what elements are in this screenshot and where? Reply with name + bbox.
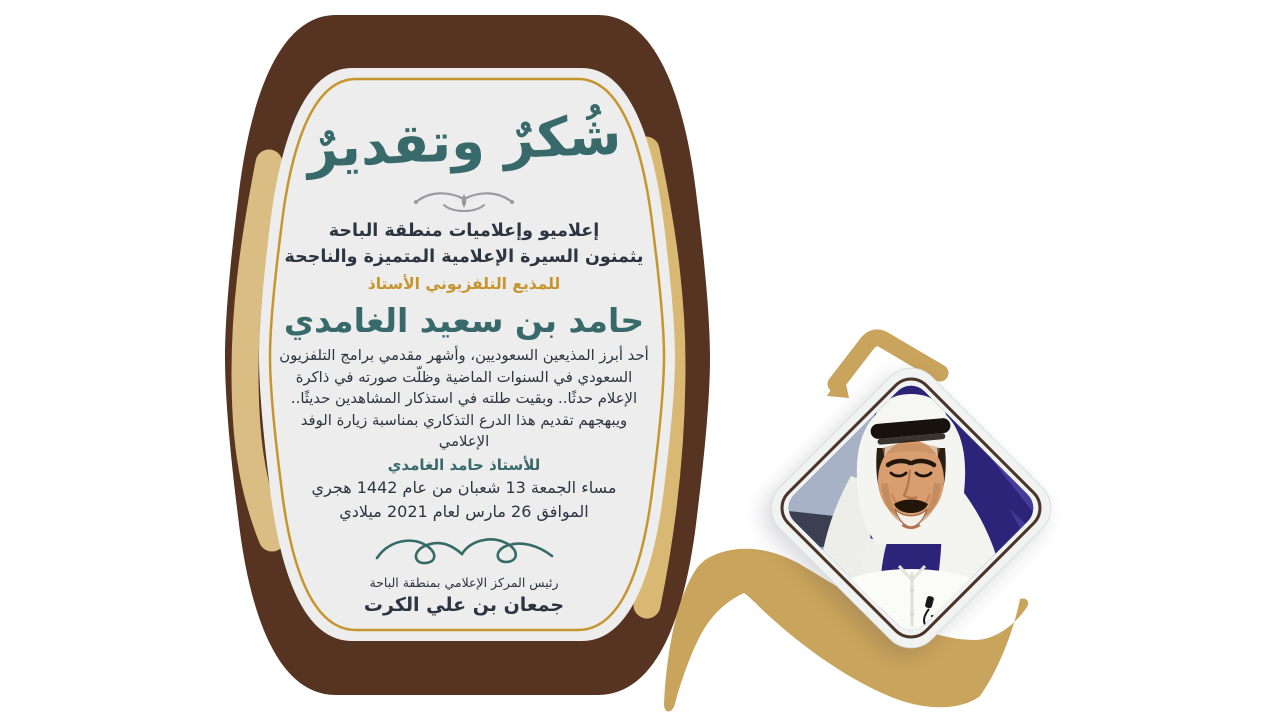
date-hijri: مساء الجمعة 13 شعبان من عام 1442 هجري bbox=[311, 477, 617, 497]
date-gregorian: الموافق 26 مارس لعام 2021 ميلادي bbox=[339, 501, 589, 521]
presenter-name: حامد بن سعيد الغامدي bbox=[283, 301, 645, 340]
signature-flourish-icon bbox=[369, 532, 559, 572]
divider-ornament-icon bbox=[404, 186, 524, 216]
bio-paragraph: أحد أبرز المذيعين السعوديين، وأشهر مقدمي برامج التلفزيون السعودي في السنوات الماضية وظلّت صورته في ذاكرة الإعلام حدثًا.. وبقيت طلته في استذكار المشاهدين حديثًا.. ويبهجهم تقديم هذا الدرع التذكاري بمناسبة زيارة الوفد الإعلامي bbox=[279, 347, 649, 450]
signer-name: جمعان بن علي الكرت bbox=[363, 593, 565, 616]
signer-title: رئيس المركز الإعلامي بمنطقة الباحة bbox=[369, 574, 559, 590]
dedication-line: للأستاذ حامد الغامدي bbox=[387, 455, 541, 474]
header-line1: إعلاميو وإعلاميات منطقة الباحة bbox=[328, 221, 600, 241]
header-line2: يثمنون السيرة الإعلامية المتميزة والناجحة bbox=[284, 247, 644, 267]
title-calligraphy: شُكرٌ وتقديرٌ bbox=[305, 103, 623, 180]
presenter-intro: للمذيع التلفزيوني الأستاذ bbox=[367, 275, 561, 293]
plaque-text bbox=[264, 96, 664, 636]
